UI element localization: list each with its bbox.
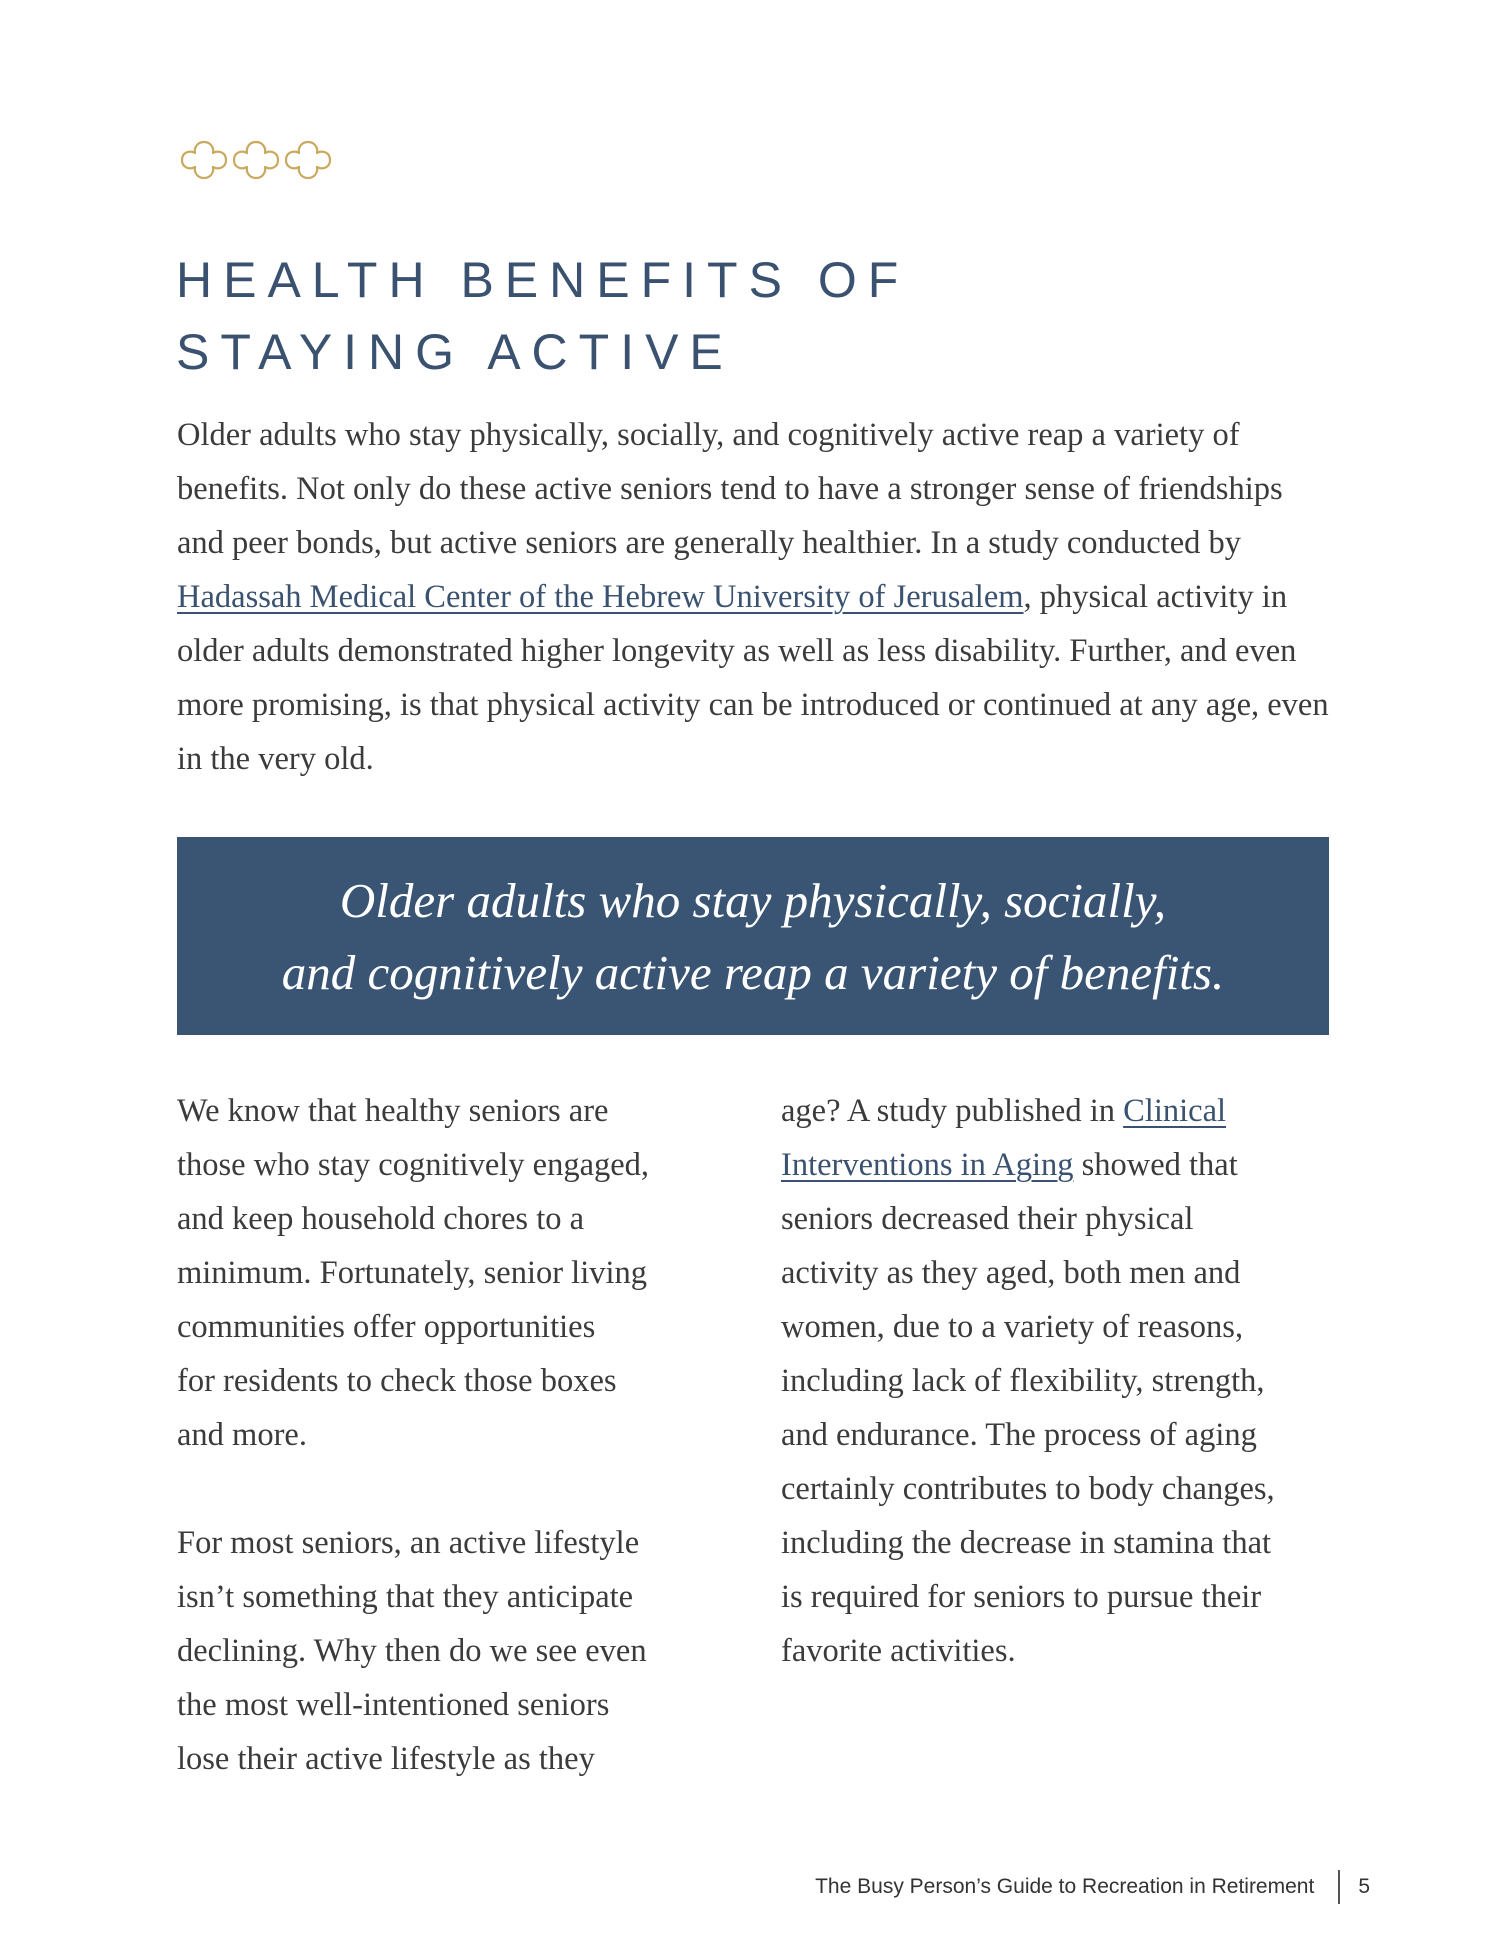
text-line: women, due to a variety of reasons, <box>781 1309 1244 1345</box>
pull-quote-line-1: Older adults who stay physically, socially, <box>339 873 1167 928</box>
text-line: including the decrease in stamina that <box>781 1525 1272 1561</box>
text-line: and endurance. The process of aging <box>781 1417 1257 1453</box>
text-line <box>781 1138 1351 1192</box>
text-line: communities offer opportunities <box>177 1309 596 1345</box>
text-line: and keep household chores to a <box>177 1201 585 1237</box>
section-heading <box>176 244 909 388</box>
left-column <box>177 1084 737 1786</box>
intro-paragraph <box>177 408 1337 786</box>
pull-quote-line-2: and cognitively active reap a variety of benefits. <box>281 945 1225 1000</box>
text-line: isn’t something that they anticipate <box>177 1579 634 1615</box>
text-line: including lack of flexibility, strength, <box>781 1363 1265 1399</box>
three-quatrefoil-ornament-icon <box>178 132 338 192</box>
text-line <box>781 1084 1351 1138</box>
text-line: We know that healthy seniors are <box>177 1093 609 1129</box>
footer-title: The Busy Person’s Guide to Recreation in Retirement <box>815 1875 1315 1898</box>
text-line: certainly contributes to body changes, <box>781 1471 1275 1507</box>
heading-line-1: HEALTH BENEFITS OF <box>176 252 910 308</box>
text-line: and more. <box>177 1417 307 1453</box>
right-line-1-text: age? A study published in <box>781 1093 1124 1129</box>
text-line: activity as they aged, both men and <box>781 1255 1241 1291</box>
pull-quote-box <box>177 837 1329 1035</box>
text-line: for residents to check those boxes <box>177 1363 617 1399</box>
text-line: minimum. Fortunately, senior living <box>177 1255 648 1291</box>
footer-divider <box>1338 1870 1340 1904</box>
left-paragraph-2 <box>177 1516 737 1786</box>
clinical-interventions-link-part-1[interactable]: Clinical <box>1123 1093 1227 1129</box>
left-paragraph-1 <box>177 1084 737 1462</box>
text-line: lose their active lifestyle as they <box>177 1741 595 1777</box>
text-line: declining. Why then do we see even <box>177 1633 647 1669</box>
right-paragraph <box>781 1084 1351 1678</box>
text-line: those who stay cognitively engaged, <box>177 1147 650 1183</box>
hadassah-study-link[interactable]: Hadassah Medical Center of the Hebrew University of Jerusalem <box>177 579 1024 615</box>
text-line: the most well-intentioned seniors <box>177 1687 610 1723</box>
text-line: seniors decreased their physical <box>781 1201 1194 1237</box>
text-line: For most seniors, an active lifestyle <box>177 1525 640 1561</box>
text-line: favorite activities. <box>781 1633 1016 1669</box>
heading-line-2: STAYING ACTIVE <box>176 324 734 380</box>
right-column <box>781 1084 1351 1678</box>
clinical-interventions-link-part-2[interactable]: Interventions in Aging <box>781 1147 1074 1183</box>
intro-text-after-link: , physical activity in older adults demonstrated higher longevity as well as less disability. Further, and even more promising, is that physical activity can be introduced or continued at any age, even in the very old. <box>177 579 1329 777</box>
page-footer <box>815 1870 1370 1904</box>
page-number: 5 <box>1358 1875 1370 1898</box>
right-line-2-text: showed that <box>1073 1147 1238 1183</box>
text-line: is required for seniors to pursue their <box>781 1579 1262 1615</box>
intro-text-before-link: Older adults who stay physically, socially, and cognitively active reap a variety of benefits. Not only do these active seniors tend to have a stronger sense of friendships and peer bonds, but active seniors are generally healthier. In a study conducted by <box>177 417 1283 561</box>
